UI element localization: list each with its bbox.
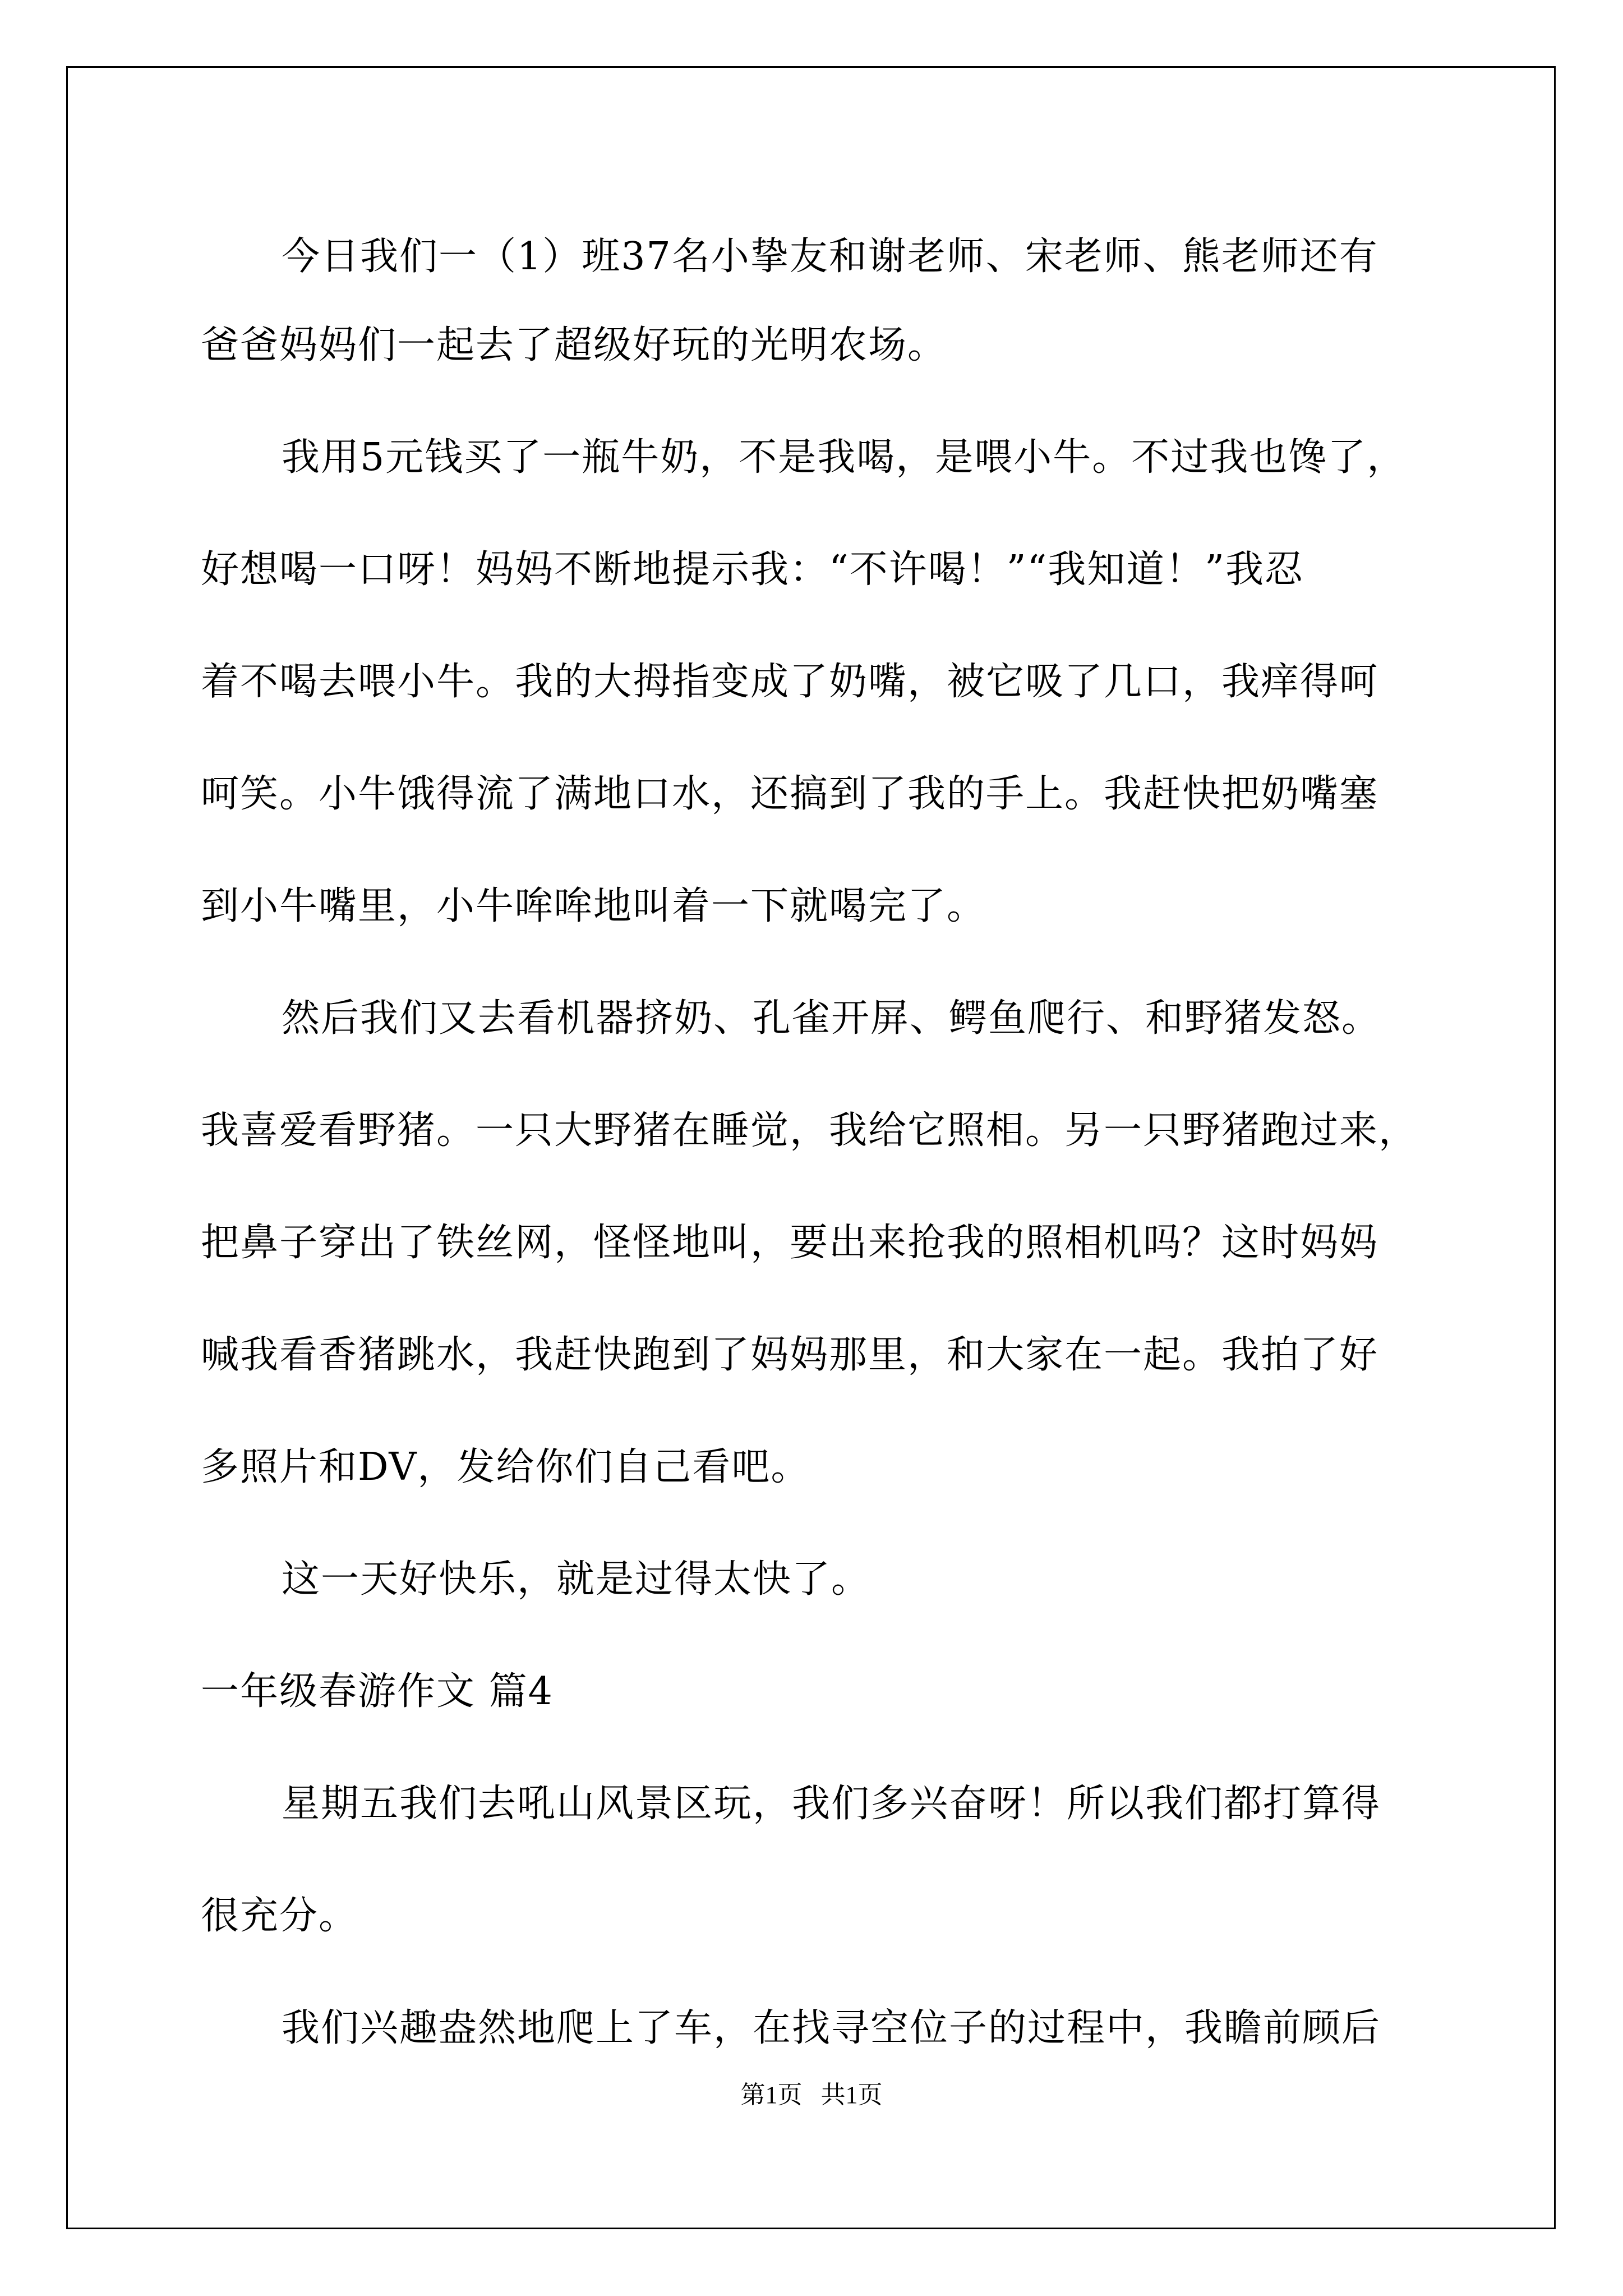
- section-heading: 一年级春游作文 篇4: [201, 1669, 554, 1714]
- text-line: 好想喝一口呀！妈妈不断地提示我：“不许喝！”“我知道！”我忍: [201, 547, 1304, 592]
- text-line: 把鼻子穿出了铁丝网，怪怪地叫，要出来抢我的照相机吗？这时妈妈: [201, 1221, 1379, 1265]
- page-footer: 第1页 共1页: [740, 2081, 883, 2109]
- text-line: 着不喝去喂小牛。我的大拇指变成了奶嘴，被它吸了几口，我痒得呵: [201, 660, 1379, 704]
- text-line: 呵笑。小牛饿得流了满地口水，还搞到了我的手上。我赶快把奶嘴塞: [201, 772, 1379, 816]
- text-line: 到小牛嘴里，小牛哞哞地叫着一下就喝完了。: [201, 884, 986, 928]
- text-line: 今日我们一（1）班37名小挚友和谢老师、宋老师、熊老师还有: [282, 234, 1378, 279]
- text-line: 爸爸妈妈们一起去了超级好玩的光明农场。: [201, 323, 947, 367]
- text-line: 多照片和DV，发给你们自己看吧。: [201, 1445, 810, 1489]
- text-line: 然后我们又去看机器挤奶、孔雀开屏、鳄鱼爬行、和野猪发怒。: [282, 996, 1381, 1041]
- text-line: 喊我看香猪跳水，我赶快跑到了妈妈那里，和大家在一起。我拍了好: [201, 1333, 1379, 1377]
- text-line: 很充分。: [201, 1894, 358, 1938]
- text-line: 这一天好快乐，就是过得太快了。: [282, 1557, 871, 1602]
- text-line: 我用5元钱买了一瓶牛奶，不是我喝，是喂小牛。不过我也馋了，: [282, 435, 1407, 480]
- text-line: 我喜爱看野猪。一只大野猪在睡觉，我给它照相。另一只野猪跑过来，: [201, 1108, 1418, 1153]
- text-line: 星期五我们去吼山风景区玩，我们多兴奋呀！所以我们都打算得: [282, 1782, 1381, 1826]
- text-line: 我们兴趣盎然地爬上了车，在找寻空位子的过程中，我瞻前顾后: [282, 2006, 1381, 2050]
